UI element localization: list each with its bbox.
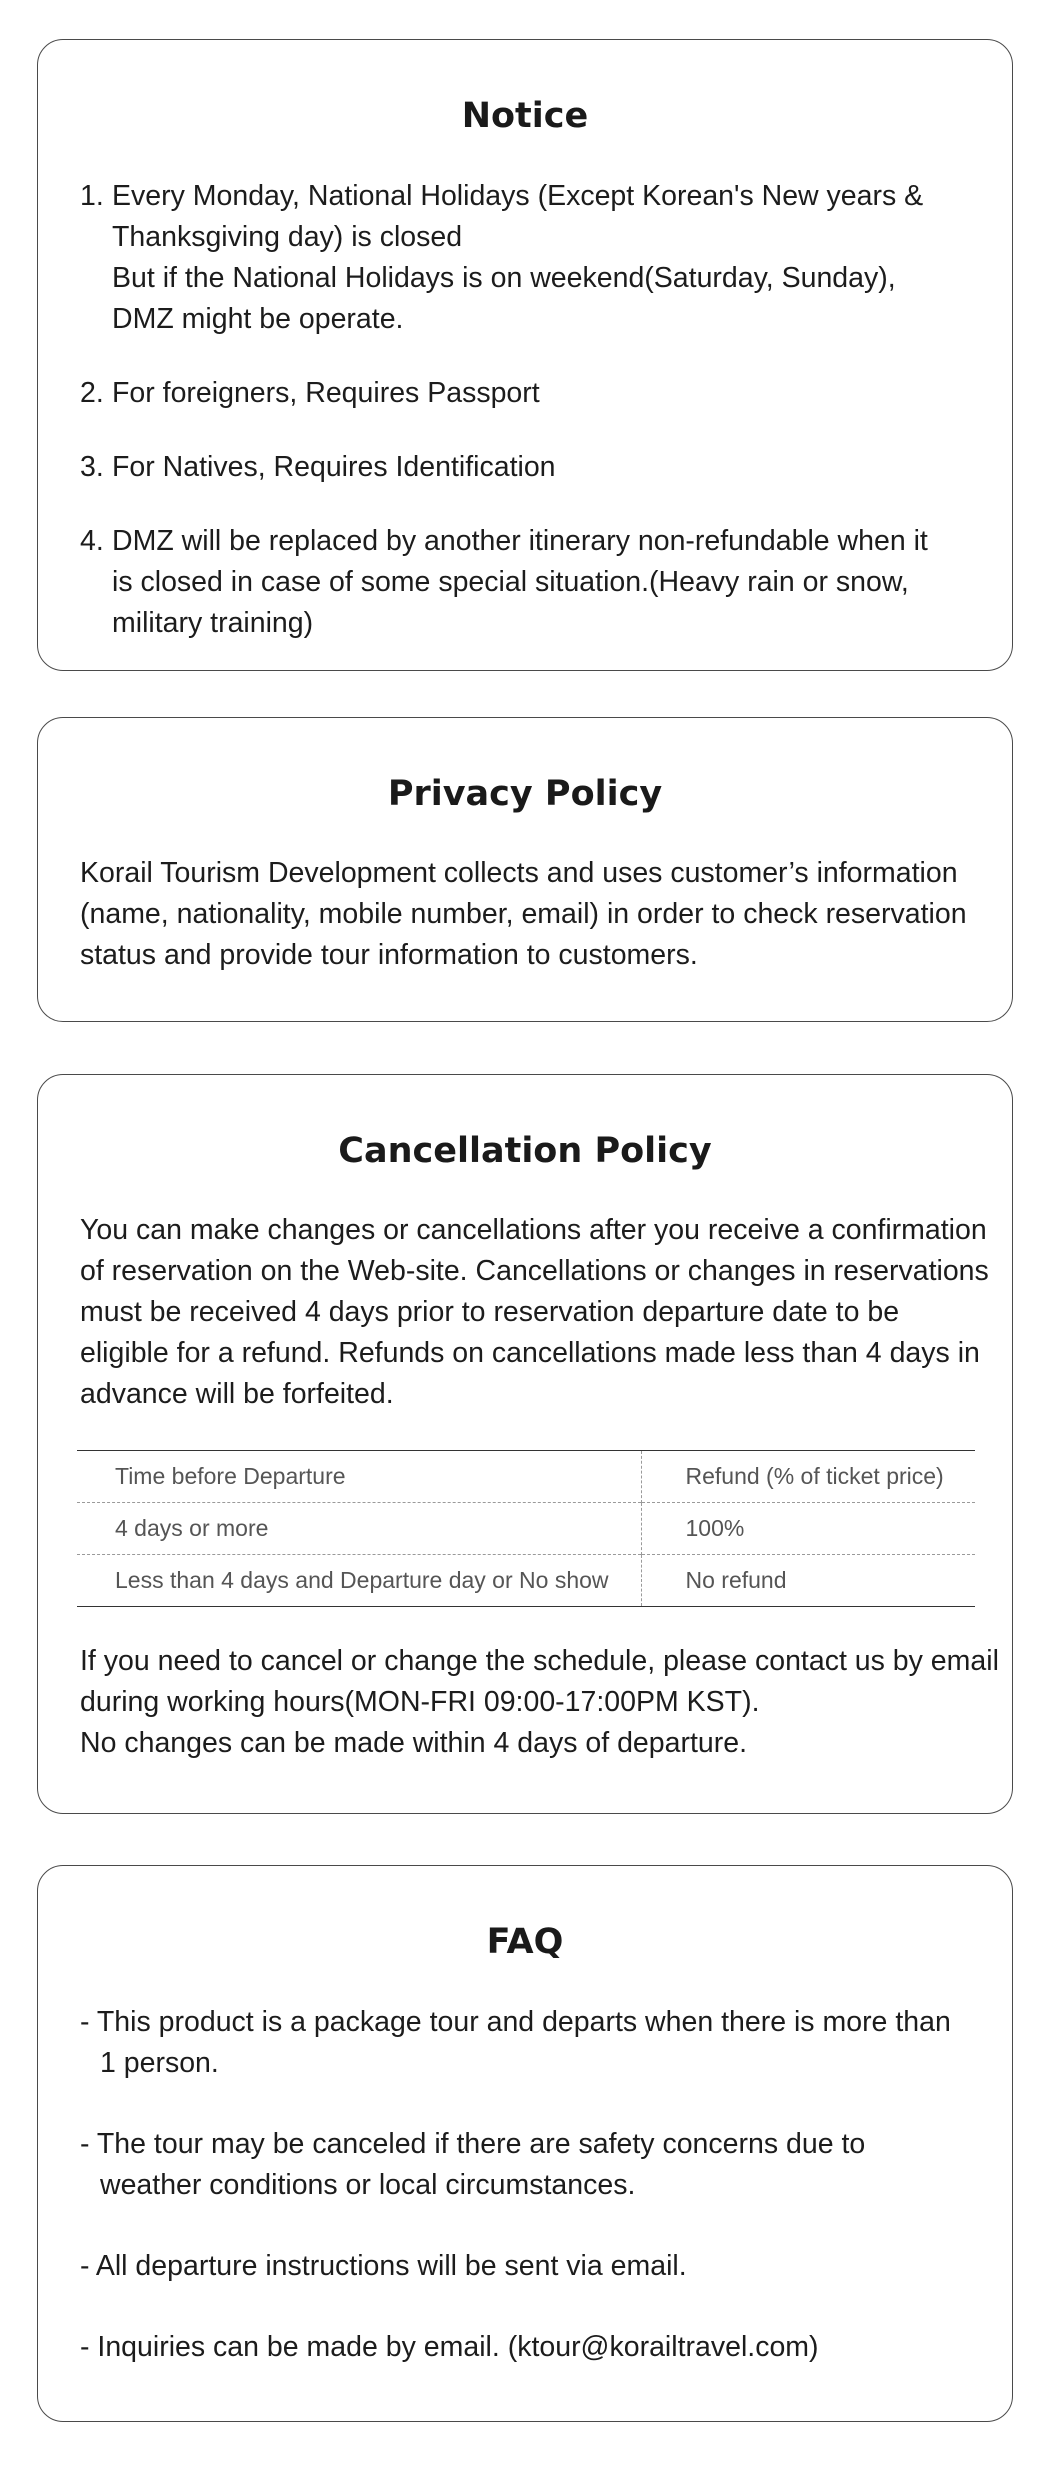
faq-item-line: weather conditions or local circumstances. — [100, 2169, 636, 2201]
cancellation-intro-line: of reservation on the Web-site. Cancellations or changes in reservations — [80, 1255, 989, 1287]
cancellation-intro-text — [80, 1210, 1000, 1415]
faq-item-line: - Inquiries can be made by email. (ktour@korailtravel.com) — [80, 2331, 819, 2363]
refund-table-row — [77, 1503, 975, 1555]
refund-table-cell-refund: 100% — [641, 1503, 975, 1555]
notice-item-line: is closed in case of some special situation.(Heavy rain or snow, — [112, 566, 909, 598]
faq-item-line: - The tour may be canceled if there are safety concerns due to — [80, 2128, 866, 2160]
notice-item-line: But if the National Holidays is on weekend(Saturday, Sunday), — [112, 262, 896, 294]
notice-list — [80, 176, 1000, 677]
faq-item — [80, 2124, 1010, 2206]
refund-table-header-row — [77, 1451, 975, 1503]
privacy-policy-title: Privacy Policy — [387, 774, 663, 814]
refund-table — [77, 1450, 975, 1607]
privacy-policy-card — [37, 717, 1013, 1022]
faq-card — [37, 1865, 1013, 2422]
cancellation-intro-line: eligible for a refund. Refunds on cancellations made less than 4 days in — [80, 1337, 980, 1369]
notice-item-line: Every Monday, National Holidays (Except Korean's New years & — [112, 180, 924, 212]
faq-item-line: - This product is a package tour and departs when there is more than — [80, 2006, 951, 2038]
notice-item-number: 3. — [80, 451, 104, 483]
cancellation-contact-text — [80, 1641, 1000, 1764]
notice-item-line: Thanksgiving day) is closed — [112, 221, 463, 253]
notice-item-line: For foreigners, Requires Passport — [112, 377, 540, 409]
faq-item — [80, 2002, 1010, 2084]
notice-item — [80, 447, 1000, 488]
notice-item-number: 4. — [80, 525, 104, 557]
notice-item — [80, 176, 1000, 340]
refund-table-cell-time: Less than 4 days and Departure day or No show — [77, 1555, 641, 1607]
privacy-line: status and provide tour information to customers. — [80, 939, 698, 971]
cancellation-policy-card — [37, 1074, 1013, 1814]
refund-table-header-time: Time before Departure — [77, 1451, 641, 1503]
faq-list — [80, 2002, 1010, 2408]
cancellation-policy-title: Cancellation Policy — [338, 1131, 712, 1171]
refund-table-row — [77, 1555, 975, 1607]
notice-item-line: military training) — [112, 607, 314, 639]
refund-table-cell-refund: No refund — [641, 1555, 975, 1607]
privacy-line: Korail Tourism Development collects and uses customer’s information — [80, 857, 958, 889]
cancellation-intro-line: advance will be forfeited. — [80, 1378, 394, 1410]
faq-title: FAQ — [486, 1922, 564, 1962]
notice-item — [80, 521, 1000, 644]
notice-item-line: DMZ might be operate. — [112, 303, 404, 335]
notice-card — [37, 39, 1013, 671]
refund-table-cell-time: 4 days or more — [77, 1503, 641, 1555]
privacy-policy-text — [80, 853, 1000, 976]
notice-item — [80, 373, 1000, 414]
notice-title: Notice — [461, 96, 589, 136]
faq-item-line: - All departure instructions will be sent via email. — [80, 2250, 687, 2282]
notice-item-line: For Natives, Requires Identification — [112, 451, 556, 483]
cancellation-contact-line: during working hours(MON-FRI 09:00-17:00PM KST). — [80, 1686, 760, 1718]
cancellation-contact-line: No changes can be made within 4 days of departure. — [80, 1727, 747, 1759]
notice-item-number: 1. — [80, 180, 104, 212]
cancellation-intro-line: must be received 4 days prior to reservation departure date to be — [80, 1296, 900, 1328]
faq-item-line: 1 person. — [100, 2047, 219, 2079]
cancellation-intro-line: You can make changes or cancellations after you receive a confirmation — [80, 1214, 987, 1246]
cancellation-contact-line: If you need to cancel or change the schedule, please contact us by email — [80, 1645, 999, 1677]
notice-item-number: 2. — [80, 377, 104, 409]
privacy-line: (name, nationality, mobile number, email) in order to check reservation — [80, 898, 967, 930]
faq-item — [80, 2246, 1010, 2287]
refund-table-header-refund: Refund (% of ticket price) — [641, 1451, 975, 1503]
notice-item-line: DMZ will be replaced by another itinerary non-refundable when it — [112, 525, 928, 557]
faq-item — [80, 2327, 1010, 2368]
